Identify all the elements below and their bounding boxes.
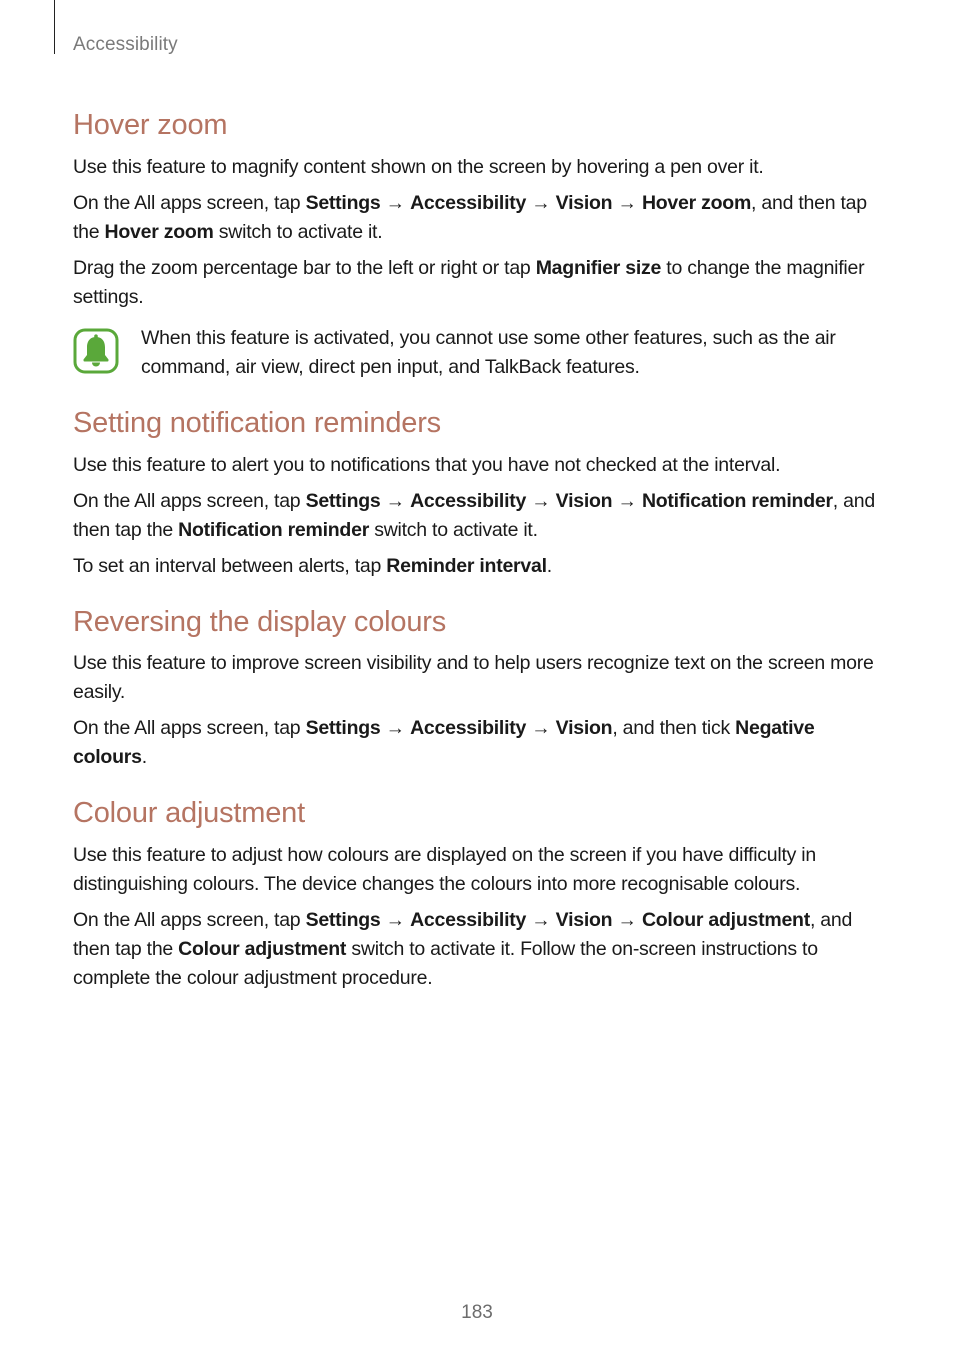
paragraph: Use this feature to magnify content shown on the screen by hovering a pen over it. — [73, 155, 764, 178]
section-notification-reminders — [73, 406, 893, 581]
section-colour-adjustment — [73, 796, 893, 993]
paragraph: To set an interval between alerts, tap Reminder interval. — [73, 554, 552, 577]
paragraph: Use this feature to improve screen visibility and to help users recognize text on the screen more easily. — [73, 652, 874, 704]
notification-bell-icon — [73, 328, 119, 374]
section-hover-zoom — [73, 108, 893, 382]
section-title: Setting notification reminders — [73, 406, 441, 439]
instruction-paragraph: On the All apps screen, tap Settings → Accessibility → Vision, and then tick Negative colours. — [73, 717, 815, 769]
instruction-paragraph: On the All apps screen, tap Settings → Accessibility → Vision → Hover zoom, and then tap the Hover zoom switch to activate it. — [73, 191, 867, 243]
section-title: Reversing the display colours — [73, 605, 446, 638]
paragraph: Drag the zoom percentage bar to the left or right or tap Magnifier size to change the magnifier settings. — [73, 256, 865, 308]
page-content — [73, 108, 893, 1000]
section-reversing-colours — [73, 605, 893, 773]
running-header: Accessibility — [73, 34, 178, 55]
note-callout — [73, 324, 893, 382]
instruction-paragraph: On the All apps screen, tap Settings → Accessibility → Vision → Colour adjustment, and then tap the Colour adjustment switch to activate it. Follow the on-screen instructions to complete the colour adjustment procedure. — [73, 909, 853, 990]
paragraph: Use this feature to alert you to notifications that you have not checked at the interval. — [73, 453, 781, 476]
page-number: 183 — [461, 1302, 493, 1323]
paragraph: Use this feature to adjust how colours are displayed on the screen if you have difficulty in distinguishing colours. The device changes the colours into more recognisable colours. — [73, 844, 816, 896]
instruction-paragraph: On the All apps screen, tap Settings → Accessibility → Vision → Notification reminder, and then tap the Notification reminder switch to activate it. — [73, 489, 875, 541]
section-title: Hover zoom — [73, 109, 228, 141]
note-text: When this feature is activated, you cannot use some other features, such as the air command, air view, direct pen input, and TalkBack features. — [141, 326, 836, 378]
section-title: Colour adjustment — [73, 797, 305, 830]
margin-rule — [54, 0, 55, 54]
